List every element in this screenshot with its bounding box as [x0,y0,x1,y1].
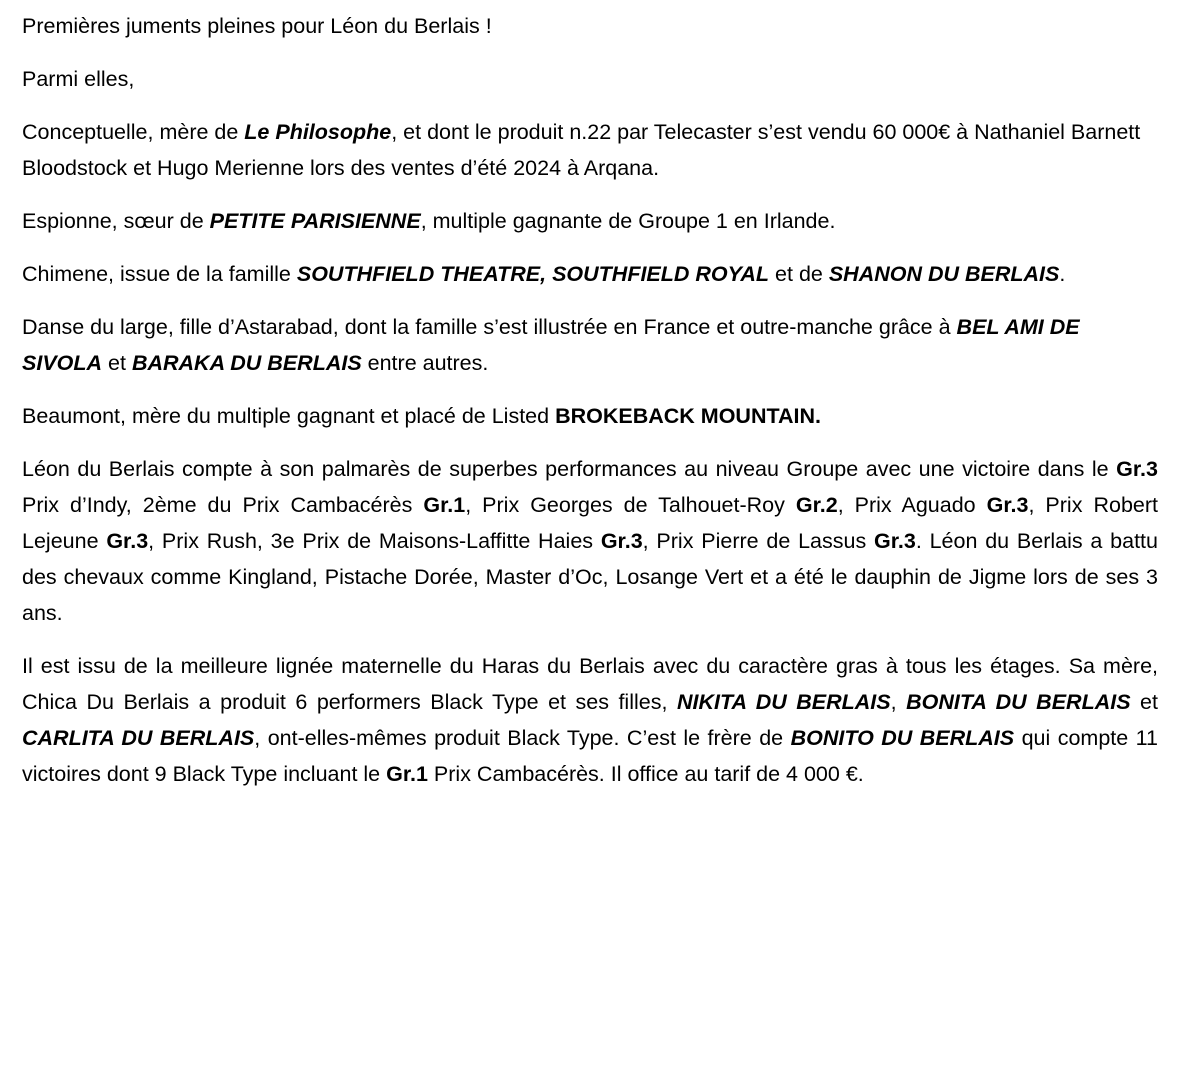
horse-name-southfield: SOUTHFIELD THEATRE, SOUTHFIELD ROYAL [296,262,770,286]
group-grade: Gr.3 [600,529,643,553]
horse-name-baraka-du-berlais: BARAKA DU BERLAIS [131,351,362,375]
text-segment: Conceptuelle, mère de [22,120,245,144]
horse-name-le-philosophe: Le Philosophe [244,120,392,144]
text-segment: qui compte 11 victoires dont 9 Black Type incluant le [22,726,1158,786]
text-segment: , [890,690,907,714]
group-grade: Gr.1 [423,493,466,517]
text-segment: . Léon du Berlais a battu des chevaux comme Kingland, Pistache Dorée, Master d’Oc, Losange Vert et a été le dauphin de Jigme lors de ses 3 ans. [22,529,1158,625]
horse-name-brokeback-mountain: BROKEBACK MOUNTAIN. [555,404,822,428]
text-segment: , multiple gagnante de Groupe 1 en Irlande. [420,209,836,233]
group-grade: Gr.1 [386,762,428,786]
text-segment: , Prix Georges de Talhouet-Roy [465,493,796,517]
text-segment: , Prix Pierre de Lassus [642,529,874,553]
paragraph-palmares [22,451,1158,631]
intro-line: Parmi elles, [22,67,135,91]
text-segment: Espionne, sœur de [22,209,210,233]
text-segment: , ont-elles-mêmes produit Black Type. C’est le frère de [254,726,791,750]
text-segment: . [1059,262,1066,286]
group-grade: Gr.3 [874,529,916,553]
paragraph-lignee [22,648,1158,792]
intro-heading: Premières juments pleines pour Léon du Berlais ! [22,14,492,38]
paragraph-espionne [22,203,1158,239]
horse-name-petite-parisienne: PETITE PARISIENNE [209,209,421,233]
group-grade: Gr.2 [795,493,838,517]
group-grade: Gr.3 [986,493,1029,517]
text-segment: Beaumont, mère du multiple gagnant et placé de Listed [22,404,556,428]
text-segment: , Prix Robert Lejeune [22,493,1158,553]
text-segment: Chimene, issue de la famille [22,262,297,286]
paragraph-beaumont [22,398,1158,434]
group-grade: Gr.3 [1116,457,1158,481]
horse-name-bonita-du-berlais: BONITA DU BERLAIS [906,690,1131,714]
text-segment: Léon du Berlais compte à son palmarès de superbes performances au niveau Groupe avec une victoire dans le [22,457,1117,481]
text-segment: et de [769,262,829,286]
text-segment: Danse du large, fille d’Astarabad, dont la famille s’est illustrée en France et outre-manche grâce à [22,315,957,339]
horse-name-shanon-du-berlais: SHANON DU BERLAIS [828,262,1060,286]
paragraph-chimene [22,256,1158,292]
horse-name-nikita-du-berlais: NIKITA DU BERLAIS [676,690,891,714]
paragraph-conceptuelle [22,114,1158,186]
text-segment: et [1130,690,1158,714]
text-segment: Il est issu de la meilleure lignée maternelle du Haras du Berlais avec du caractère gras à tous les étages. Sa mère, Chica Du Berlais a produit 6 performers Black Type et ses filles, [22,654,1158,714]
group-grade: Gr.3 [106,529,149,553]
text-segment: , et dont le produit n.22 par Telecaster s’est vendu 60 000€ à Nathaniel Barnett Bloodstock et Hugo Merienne lors des ventes d’été 2024 à Arqana. [22,120,1141,180]
text-segment: , Prix Aguado [837,493,987,517]
horse-name-bonito-du-berlais: BONITO DU BERLAIS [790,726,1015,750]
horse-name-carlita-du-berlais: CARLITA DU BERLAIS [22,726,255,750]
paragraph-danse-du-large [22,309,1158,381]
text-segment: Prix d’Indy, 2ème du Prix Cambacérès [22,493,424,517]
text-segment: , Prix Rush, 3e Prix de Maisons-Laffitte Haies [148,529,601,553]
text-segment: Prix Cambacérès. Il office au tarif de 4 000 €. [427,762,864,786]
text-segment: et [102,351,132,375]
horse-name-bel-ami-de-sivola: BEL AMI DE SIVOLA [22,315,1080,375]
text-segment: entre autres. [361,351,489,375]
